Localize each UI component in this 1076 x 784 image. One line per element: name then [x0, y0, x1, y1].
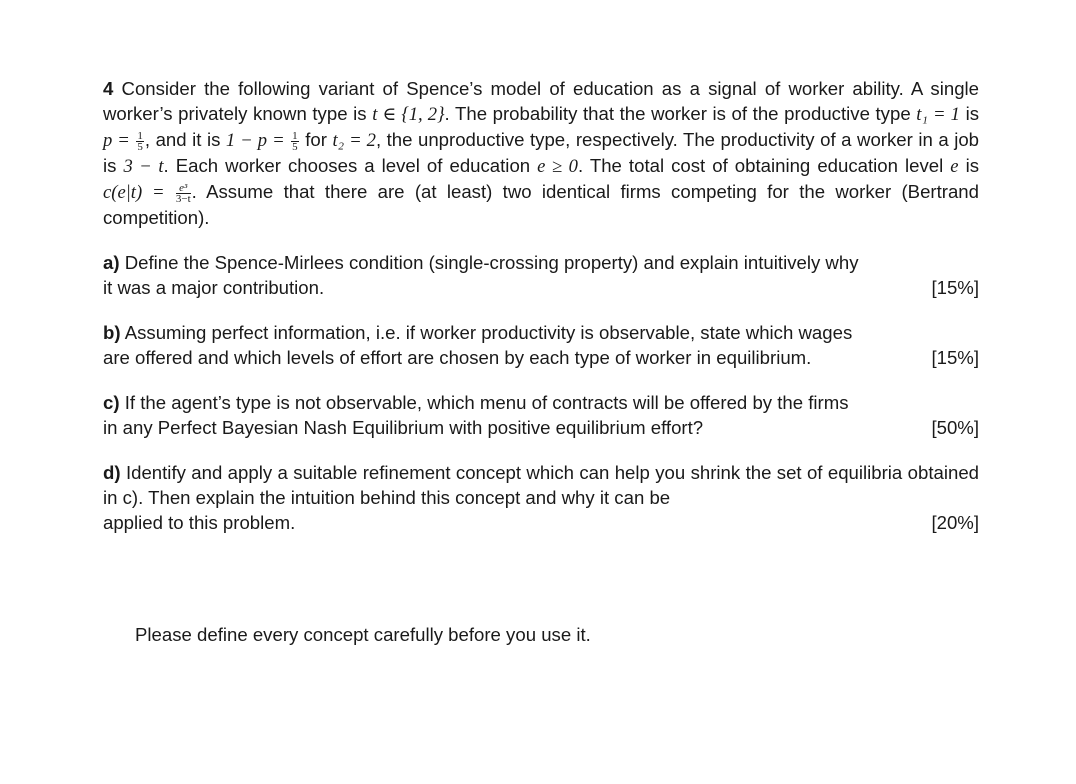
question-b: b) Assuming perfect information, i.e. if worker productivity is observable, state which wages are offered and which levels of effort are chosen by each type of worker in equilibrium. [15%]: [103, 322, 979, 368]
education-math: e ≥ 0: [537, 156, 578, 177]
question-c: c) If the agent’s type is not observable, which menu of contracts will be offered by the firms in any Perfect Bayesian Nash Equilibrium with positive equilibrium effort? [50%]: [103, 392, 979, 438]
question-document: [103, 76, 979, 535]
p-math: p =: [103, 130, 130, 151]
e-math: e: [950, 156, 959, 177]
question-weight: [15%]: [931, 347, 979, 368]
question-label: d): [103, 462, 121, 483]
t1-math: t₁ = 1: [916, 104, 960, 125]
productivity-math: 3 − t: [123, 156, 164, 177]
one-minus-p-math: 1 − p =: [225, 130, 285, 151]
question-label: a): [103, 252, 120, 273]
question-weight: [15%]: [931, 277, 979, 298]
cost-math: c(e|t) =: [103, 182, 165, 203]
question-label: c): [103, 392, 120, 413]
cost-fraction: $\frac{\text{e³}}{3-t}$: [175, 181, 191, 205]
instruction-note: Please define every concept carefully before you use it.: [135, 624, 591, 645]
question-d: d) Identify and apply a suitable refinement concept which can help you shrink the set of equilibria obtained in c). Then explain the intuition behind this concept and why it can be applied to this problem. [20%]: [103, 462, 979, 533]
question-weight: [20%]: [931, 512, 979, 533]
intro-paragraph: 4 Consider the following variant of Spence’s model of education as a signal of worker ability. A single worker’s privately known type is t ∈ {1, 2}. The probability that the worker is of the productive type t₁ = 1 is p = $\frac{1}{5}$ , and it is 1 − p = $\frac{1}{5}$ for t₂ = 2, the unproductive type, respectively. The productivity of a worker in a job is 3 − t. Each worker chooses a level of education e ≥ 0. The total cost of obtaining education level e is c(e|t) = $\frac{\text{e³}}{3-t}$ . Assume that there are (at least) two identical firms competing for the worker (Bertrand competition).: [103, 78, 980, 228]
q-fraction: $\frac{1}{5}$: [292, 129, 298, 153]
p-fraction: $\frac{1}{5}$: [137, 129, 143, 153]
question-weight: [50%]: [931, 417, 979, 438]
question-number: 4: [103, 78, 114, 99]
type-set-math: t ∈ {1, 2}: [372, 104, 445, 125]
question-label: b): [103, 322, 121, 343]
question-a: a) Define the Spence-Mirlees condition (single-crossing property) and explain intuitively why it was a major contribution. [15%]: [103, 252, 979, 298]
t2-math: t₂ = 2: [332, 130, 376, 151]
